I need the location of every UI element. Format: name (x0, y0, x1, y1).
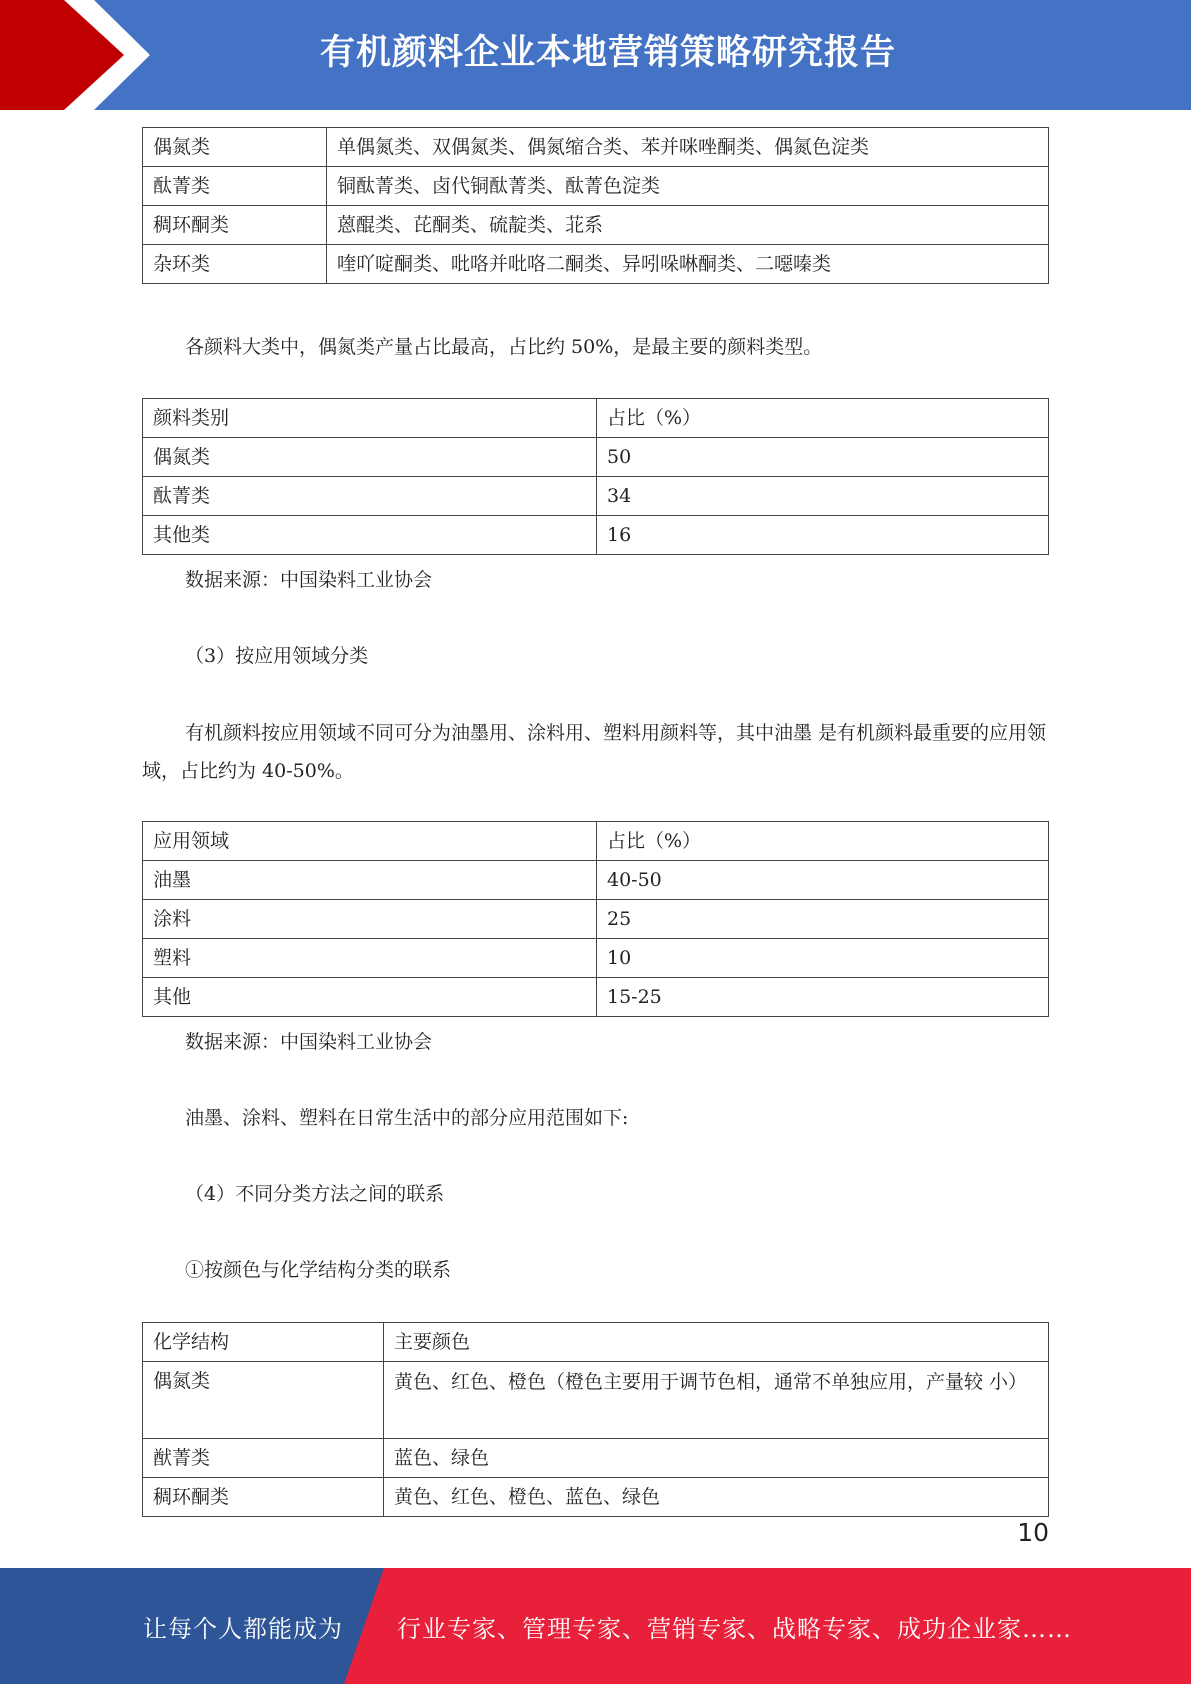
table-row (143, 1439, 1049, 1478)
data-source-note: 数据来源：中国染料工业协会 (185, 1031, 433, 1053)
table-cell: 10 (597, 939, 1049, 978)
category-share-table (142, 398, 1049, 555)
table-row (143, 438, 1049, 477)
structure-table (142, 127, 1049, 284)
data-source-note: 数据来源：中国染料工业协会 (185, 569, 433, 591)
table-header-cell: 主要颜色 (384, 1323, 1049, 1362)
table-cell: 50 (597, 438, 1049, 477)
page-header (0, 0, 1191, 110)
table-row (143, 1362, 1049, 1439)
table-cell: 偶氮类 (143, 128, 327, 167)
table-header-cell: 颜料类别 (143, 399, 597, 438)
table-cell: 偶氮类 (143, 1362, 384, 1439)
table-cell: 油墨 (143, 861, 597, 900)
table-cell: 25 (597, 900, 1049, 939)
table-row (143, 477, 1049, 516)
table-cell: 其他类 (143, 516, 597, 555)
table-cell: 蓝色、绿色 (384, 1439, 1049, 1478)
table-row (143, 861, 1049, 900)
table-row (143, 900, 1049, 939)
table-cell: 猷菁类 (143, 1439, 384, 1478)
page-title: 有机颜料企业本地营销策略研究报告 (320, 33, 897, 73)
table-row (143, 206, 1049, 245)
structure-color-table (142, 1322, 1049, 1517)
table-cell: 黄色、红色、橙色（橙色主要用于调节色相，通常不单独应用，产量较 小） (384, 1362, 1049, 1439)
table-row (143, 939, 1049, 978)
table-cell: 黄色、红色、橙色、蓝色、绿色 (384, 1478, 1049, 1517)
table-header-cell: 占比（%） (597, 822, 1049, 861)
table-cell: 蒽醌类、芘酮类、硫靛类、苝系 (327, 206, 1049, 245)
table-cell: 偶氮类 (143, 438, 597, 477)
table-cell: 34 (597, 477, 1049, 516)
table-header-row (143, 822, 1049, 861)
table-cell: 酞菁类 (143, 167, 327, 206)
subsection-heading: ①按颜色与化学结构分类的联系 (185, 1259, 452, 1281)
table-cell: 涂料 (143, 900, 597, 939)
table-cell: 稠环酮类 (143, 206, 327, 245)
table-header-row (143, 399, 1049, 438)
table-cell: 40-50 (597, 861, 1049, 900)
table-cell: 塑料 (143, 939, 597, 978)
daily-use-paragraph: 油墨、涂料、塑料在日常生活中的部分应用范围如下: (185, 1107, 629, 1129)
table-row (143, 978, 1049, 1017)
table-cell: 16 (597, 516, 1049, 555)
footer-slogan-right: 行业专家、管理专家、营销专家、战略专家、成功企业家…… (397, 1615, 1072, 1643)
table-row (143, 245, 1049, 284)
table-row (143, 128, 1049, 167)
section-heading-4: （4）不同分类方法之间的联系 (185, 1183, 445, 1205)
table-cell: 铜酞菁类、卤代铜酞菁类、酞菁色淀类 (327, 167, 1049, 206)
table-cell: 喹吖啶酮类、吡咯并吡咯二酮类、异吲哚啉酮类、二噁嗪类 (327, 245, 1049, 284)
page-footer (0, 1568, 1191, 1684)
table-header-cell: 占比（%） (597, 399, 1049, 438)
table-cell: 15-25 (597, 978, 1049, 1017)
table-cell: 杂环类 (143, 245, 327, 284)
section-heading-3: （3）按应用领域分类 (185, 645, 369, 667)
table-header-cell: 化学结构 (143, 1323, 384, 1362)
table-cell: 酞菁类 (143, 477, 597, 516)
application-share-table (142, 821, 1049, 1017)
footer-slogan-left: 让每个人都能成为 (143, 1615, 343, 1643)
table-header-cell: 应用领域 (143, 822, 597, 861)
share-paragraph: 各颜料大类中，偶氮类产量占比最高，占比约 50%，是最主要的颜料类型。 (185, 336, 823, 358)
table-row (143, 1478, 1049, 1517)
table-cell: 单偶氮类、双偶氮类、偶氮缩合类、苯并咪唑酮类、偶氮色淀类 (327, 128, 1049, 167)
table-cell: 其他 (143, 978, 597, 1017)
application-paragraph: 有机颜料按应用领域不同可分为油墨用、涂料用、塑料用颜料等，其中油墨 是有机颜料最重要的应用领域，占比约为 40-50%。 (142, 722, 1047, 782)
table-cell: 稠环酮类 (143, 1478, 384, 1517)
page-number: 10 (1017, 1518, 1049, 1547)
table-row (143, 167, 1049, 206)
table-header-row (143, 1323, 1049, 1362)
table-row (143, 516, 1049, 555)
